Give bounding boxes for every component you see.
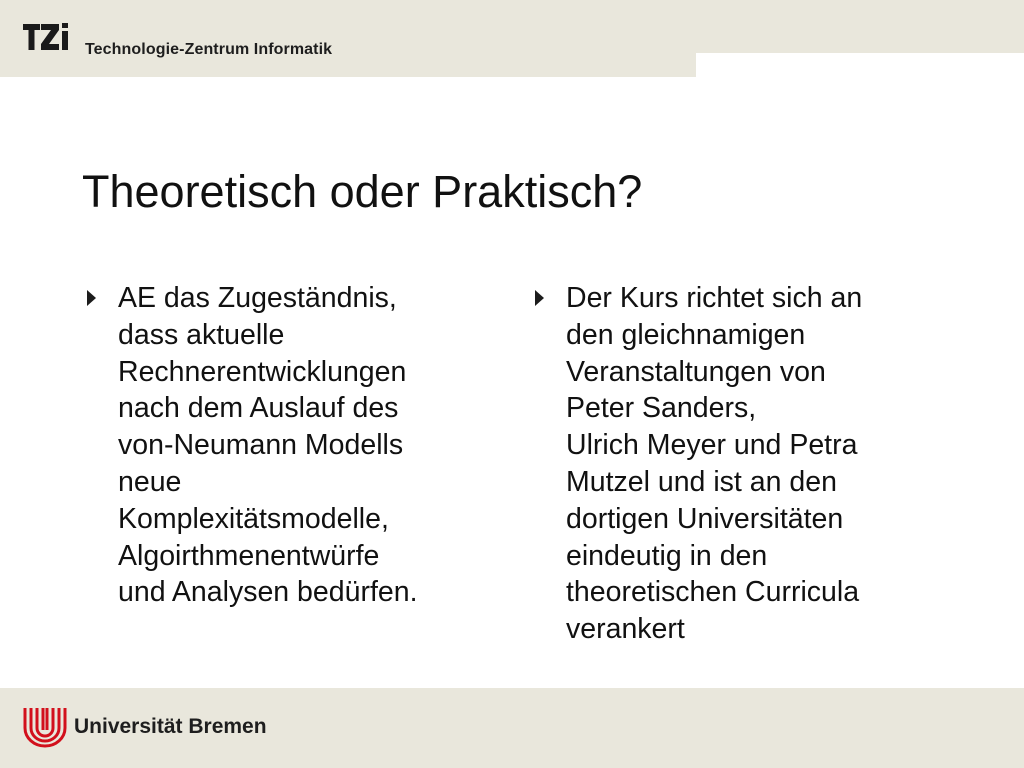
bullet-item [533,280,923,648]
header-strip [696,0,1024,53]
header-band [0,0,696,77]
university-name: Universität Bremen [74,715,267,738]
bullet-item [85,280,475,611]
triangle-right-icon [87,290,96,306]
tzi-logo-icon [23,22,77,54]
slide-title: Theoretisch oder Praktisch? [82,166,643,217]
bullet-text-left: AE das Zugeständnis, dass aktuelle Rechnerentwicklungen nach dem Auslauf des von-Neumann Modells neue Komplexitätsmodelle, Algoirthmenentwürfe und Analysen bedürfen. [118,282,418,609]
bullet-text-right: Der Kurs richtet sich an den gleichnamigen Veranstaltungen von Peter Sanders, Ulrich Meyer und Petra Mutzel und ist an den dortigen Universitäten eindeutig in den theoretischen Curricula verankert [566,282,863,646]
left-column [85,280,475,611]
right-column [533,280,923,648]
uni-bremen-logo-icon [22,706,68,748]
triangle-right-icon [535,290,544,306]
institution-name: Technologie-Zentrum Informatik [85,41,333,58]
